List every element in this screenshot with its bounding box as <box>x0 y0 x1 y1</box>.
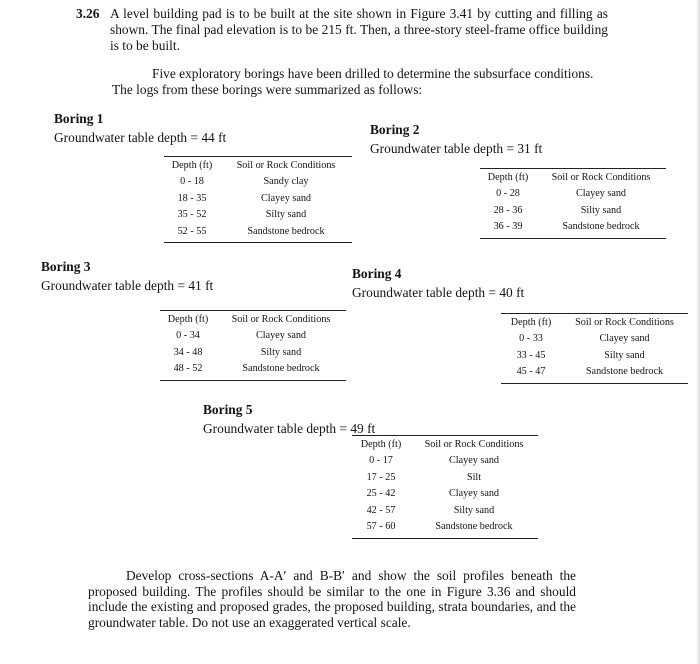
boring-4-heading <box>352 265 524 301</box>
conditions-cell: Clayey sand <box>260 192 312 204</box>
page-edge-shadow <box>696 0 700 664</box>
conditions-cell: Sandstone bedrock <box>585 366 664 377</box>
depth-cell: 17 - 25 <box>366 471 396 483</box>
problem-statement <box>76 6 608 54</box>
boring-title: Boring 5 <box>203 402 253 417</box>
conditions-cell: Sandstone bedrock <box>242 363 320 374</box>
boring-title: Boring 3 <box>41 259 91 274</box>
conditions-cell: Silty sand <box>580 204 622 216</box>
depth-cell: 0 - 33 <box>519 333 543 344</box>
table-row <box>501 364 688 381</box>
depth-cell: 48 - 52 <box>173 363 203 374</box>
table-row <box>352 519 538 536</box>
conditions-cell: Silty sand <box>453 504 495 516</box>
intro-line-2: The logs from these borings were summarized as follows: <box>112 82 423 97</box>
conditions-cell: Clayey sand <box>575 188 627 199</box>
groundwater-depth: Groundwater table depth = 31 ft <box>370 141 543 156</box>
conditions-header: Soil or Rock Conditions <box>575 317 674 328</box>
depth-header: Depth (ft) <box>487 172 529 183</box>
boring-title: Boring 2 <box>370 122 420 137</box>
table-header <box>501 314 688 331</box>
depth-header: Depth (ft) <box>510 317 552 328</box>
depth-cell: 0 - 18 <box>180 176 204 187</box>
boring-3-log-table <box>160 310 346 381</box>
depth-cell: 57 - 60 <box>366 521 396 532</box>
table-row <box>352 453 538 470</box>
groundwater-depth: Groundwater table depth = 41 ft <box>41 278 214 293</box>
depth-cell: 36 - 39 <box>493 221 523 232</box>
table-row <box>352 470 538 487</box>
depth-cell: 52 - 55 <box>177 225 207 237</box>
table-row <box>160 361 346 378</box>
table-row <box>480 203 666 220</box>
conditions-header: Soil or Rock Conditions <box>424 439 524 450</box>
conditions-cell: Clayey sand <box>255 330 307 341</box>
conditions-cell: Sandstone bedrock <box>562 221 640 232</box>
table-row <box>480 219 666 236</box>
conditions-cell: Silty sand <box>260 346 302 358</box>
boring-5-log-table <box>352 435 538 539</box>
problem-text: A level building pad is to be built at the site shown in Figure 3.41 by cutting and filling as shown. The final pad elevation is to be 215 ft. Then, a three-story steel-frame office building is to be built. <box>110 6 608 53</box>
boring-title: Boring 4 <box>352 266 402 281</box>
conditions-header: Soil or Rock Conditions <box>231 314 331 325</box>
boring-title: Boring 1 <box>54 111 104 126</box>
table-row <box>164 207 352 224</box>
depth-cell: 28 - 36 <box>493 204 523 216</box>
intro-line-1: Five exploratory borings have been drilled to determine the subsurface conditions. <box>152 66 594 81</box>
depth-cell: 45 - 47 <box>516 366 546 377</box>
boring-5-heading <box>203 401 375 437</box>
depth-cell: 0 - 34 <box>176 330 200 341</box>
boring-1-log-table <box>164 156 352 243</box>
table-header <box>160 311 346 328</box>
table-row <box>501 331 688 348</box>
boring-3-heading <box>41 258 213 294</box>
depth-cell: 25 - 42 <box>366 488 396 499</box>
table-row <box>501 348 688 365</box>
conditions-cell: Sandstone bedrock <box>435 521 513 532</box>
table-row <box>164 191 352 208</box>
groundwater-depth: Groundwater table depth = 40 ft <box>352 285 525 300</box>
depth-cell: 34 - 48 <box>173 346 203 358</box>
boring-2-log-table <box>480 168 666 239</box>
table-row <box>352 503 538 520</box>
table-header <box>352 436 538 453</box>
depth-cell: 18 - 35 <box>177 192 207 204</box>
depth-cell: 33 - 45 <box>516 349 546 361</box>
conditions-cell: Silty sand <box>604 349 645 361</box>
table-row <box>352 486 538 503</box>
depth-header: Depth (ft) <box>167 314 209 325</box>
problem-number: 3.26 <box>76 6 100 21</box>
table-row <box>160 328 346 345</box>
conditions-cell: Sandstone bedrock <box>247 225 325 237</box>
table-row <box>160 345 346 362</box>
groundwater-depth: Groundwater table depth = 49 ft <box>203 421 376 436</box>
instructions-text: Develop cross-sections A-A′ and B-B′ and show the soil profiles beneath the proposed building. The profiles should be similar to the one in Figure 3.36 and should include the existing and proposed grades, the proposed building, strata boundaries, and the groundwater table. Do not use an exaggerated vertical scale. <box>88 568 576 630</box>
table-row <box>480 186 666 203</box>
conditions-cell: Clayey sand <box>448 488 500 499</box>
conditions-header: Soil or Rock Conditions <box>551 172 651 183</box>
depth-cell: 0 - 17 <box>369 455 393 466</box>
table-header <box>164 157 352 174</box>
groundwater-depth: Groundwater table depth = 44 ft <box>54 130 227 145</box>
conditions-cell: Silty sand <box>265 209 307 220</box>
depth-header: Depth (ft) <box>171 160 213 171</box>
conditions-cell: Clayey sand <box>448 455 500 466</box>
depth-cell: 42 - 57 <box>366 504 396 516</box>
conditions-cell: Silt <box>466 471 482 483</box>
conditions-header: Soil or Rock Conditions <box>236 160 336 171</box>
depth-header: Depth (ft) <box>360 439 402 450</box>
depth-cell: 35 - 52 <box>177 209 207 220</box>
instructions-paragraph <box>88 568 576 630</box>
table-row <box>164 224 352 241</box>
conditions-cell: Clayey sand <box>599 333 650 344</box>
boring-2-heading <box>370 121 542 157</box>
conditions-cell: Sandy clay <box>263 176 309 187</box>
table-row <box>164 174 352 191</box>
boring-4-log-table <box>501 313 688 384</box>
table-header <box>480 169 666 186</box>
intro-paragraph <box>112 66 612 98</box>
depth-cell: 0 - 28 <box>496 188 520 199</box>
boring-1-heading <box>54 110 226 146</box>
